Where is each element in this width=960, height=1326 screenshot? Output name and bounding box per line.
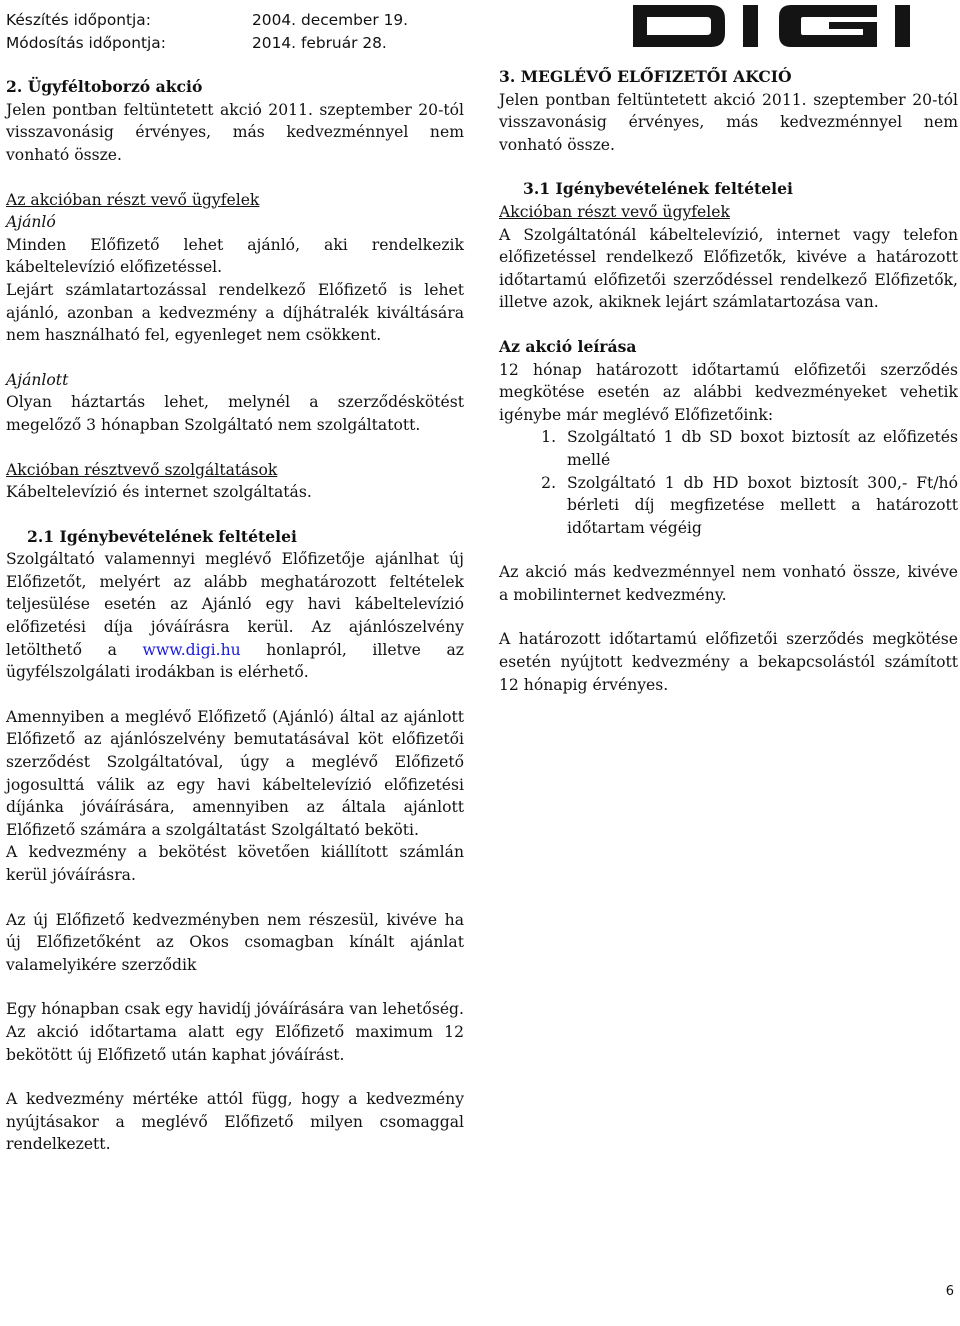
section-2-1-paragraph-4: Az új Előfizető kedvezményben nem részesül, kivéve ha új Előfizetőként az Okos csomagban kínált ajánlat valamelyikére szerződik (6, 910, 464, 974)
section-3-note-1: Az akció más kedvezménnyel nem vonható össze, kivéve a mobilinternet kedvezmény. (499, 563, 958, 604)
left-column (6, 0, 464, 1156)
section-3-participants-text: A Szolgáltatónál kábeltelevízió, internet vagy telefon előfizetéssel rendelkező Előfizetők, kivéve a határozott időtartamú előfizetői szerződéssel rendelkező Előfizetők, illetve azok, akiknek lejárt számlatartozása van. (499, 225, 958, 312)
section-3-participants-heading: Akcióban részt vevő ügyfelek (499, 202, 730, 221)
section-3-note-2: A határozott időtartamú előfizetői szerződés megkötése esetén nyújtott kedvezmény a bekapcsolástól számított 12 hónapig érvényes. (499, 630, 958, 694)
section-3-description-text: 12 hónap határozott időtartamú előfizetői szerződés megkötése esetén az alábbi kedvezményeket vehetik igénybe már meglévő Előfizetőink: (499, 360, 958, 424)
referrer-label: Ajánló (6, 213, 56, 232)
created-row (6, 9, 464, 32)
services-heading: Akcióban résztvevő szolgáltatások (6, 460, 278, 479)
services-text: Kábeltelevízió és internet szolgáltatás. (6, 483, 312, 502)
page-number: 6 (945, 1284, 954, 1299)
created-label: Készítés időpontja: (6, 11, 151, 29)
section-2-1-paragraph-5: Egy hónapban csak egy havidíj jóváírására van lehetőség. Az akció időtartama alatt egy Előfizető maximum 12 bekötött új Előfizető után kaphat jóváírást. (6, 1000, 464, 1064)
section-3-description-heading: Az akció leírása (499, 336, 637, 356)
referred-text: Olyan háztartás lehet, melynél a szerződéskötést megelőző 3 hónapban Szolgáltató nem szolgáltatott. (6, 393, 464, 434)
section-3-1-title: 3.1 Igénybevételének feltételei (523, 179, 793, 199)
document-meta (6, 9, 464, 54)
section-2-1-paragraph-6: A kedvezmény mértéke attól függ, hogy a kedvezmény nyújtásakor a meglévő Előfizető milyen csomaggal rendelkezett. (6, 1090, 464, 1154)
modified-row (6, 32, 464, 55)
section-2-1-paragraph-2: Amennyiben a meglévő Előfizető (Ajánló) által az ajánlott Előfizető az ajánlószelvény bemutatásával köt előfizetői szerződést Szolgáltatóval, úgy a meglévő Előfizető jogosulttá válik az egy havi kábeltelevízió előfizetési díjánka jóváírására, amennyiben az általa ajánlott Előfizető számára a szolgáltatást Szolgáltató beköti. (6, 707, 464, 839)
modified-label: Módosítás időpontja: (6, 33, 166, 52)
section-2-title: 2. Ügyféltoborzó akció (6, 77, 203, 97)
benefits-list (499, 426, 958, 539)
referrer-text: Minden Előfizető lehet ajánló, aki rendelkezik kábeltelevízió előfizetéssel. (6, 235, 464, 277)
list-item: 2. Szolgáltató 1 db HD boxot biztosít 300,- Ft/hó bérleti díj megfizetése mellett a határozott időtartam végéig (561, 472, 958, 540)
paragraph-1-start: Szolgáltató valamennyi meglévő Előfizetője ajánlhat új Előfizetőt, melyért az alább meghatározott feltételek teljesülése esetén az Ajánló egy havi kábeltelevízió előfizetési díja jóváírásra kerül. Az ajánlószelvény letölthető a (6, 550, 464, 659)
list-item: 1. Szolgáltató 1 db SD boxot biztosít az előfizetés mellé (561, 426, 958, 471)
modified-value: 2014. február 28. (252, 33, 387, 52)
created-value: 2004. december 19. (252, 11, 409, 29)
referrer-text-2: Lejárt számlatartozással rendelkező Előfizető is lehet ajánló, azonban a kedvezmény a díjhátralék kiváltására nem használható fel, egyenleget nem csökkent. (6, 280, 464, 345)
section-3-validity: Jelen pontban feltüntetett akció 2011. szeptember 20-tól visszavonásig érvényes, más kedvezménnyel nem vonható össze. (499, 90, 958, 154)
referred-label: Ajánlott (6, 370, 69, 389)
section-2-1-title: 2.1 Igénybevételének feltételei (27, 526, 297, 546)
section-2-1-paragraph-1 (6, 548, 464, 684)
section-2-1-paragraph-3: A kedvezmény a bekötést követően kiállított számlán kerül jóváírásra. (6, 843, 464, 884)
right-column (499, 0, 958, 696)
section-3-title: 3. MEGLÉVŐ ELŐFIZETŐI AKCIÓ (499, 67, 792, 86)
digi-website-link[interactable]: www.digi.hu (142, 640, 241, 659)
paragraph-1-end: honlapról, illetve az ügyfélszolgálati irodákban is elérhető. (6, 640, 464, 682)
section-2-participants-heading: Az akcióban részt vevő ügyfelek (6, 190, 260, 209)
section-2-validity: Jelen pontban feltüntetett akció 2011. szeptember 20-tól visszavonásig érvényes, más kedvezménnyel nem vonható össze. (6, 100, 464, 164)
